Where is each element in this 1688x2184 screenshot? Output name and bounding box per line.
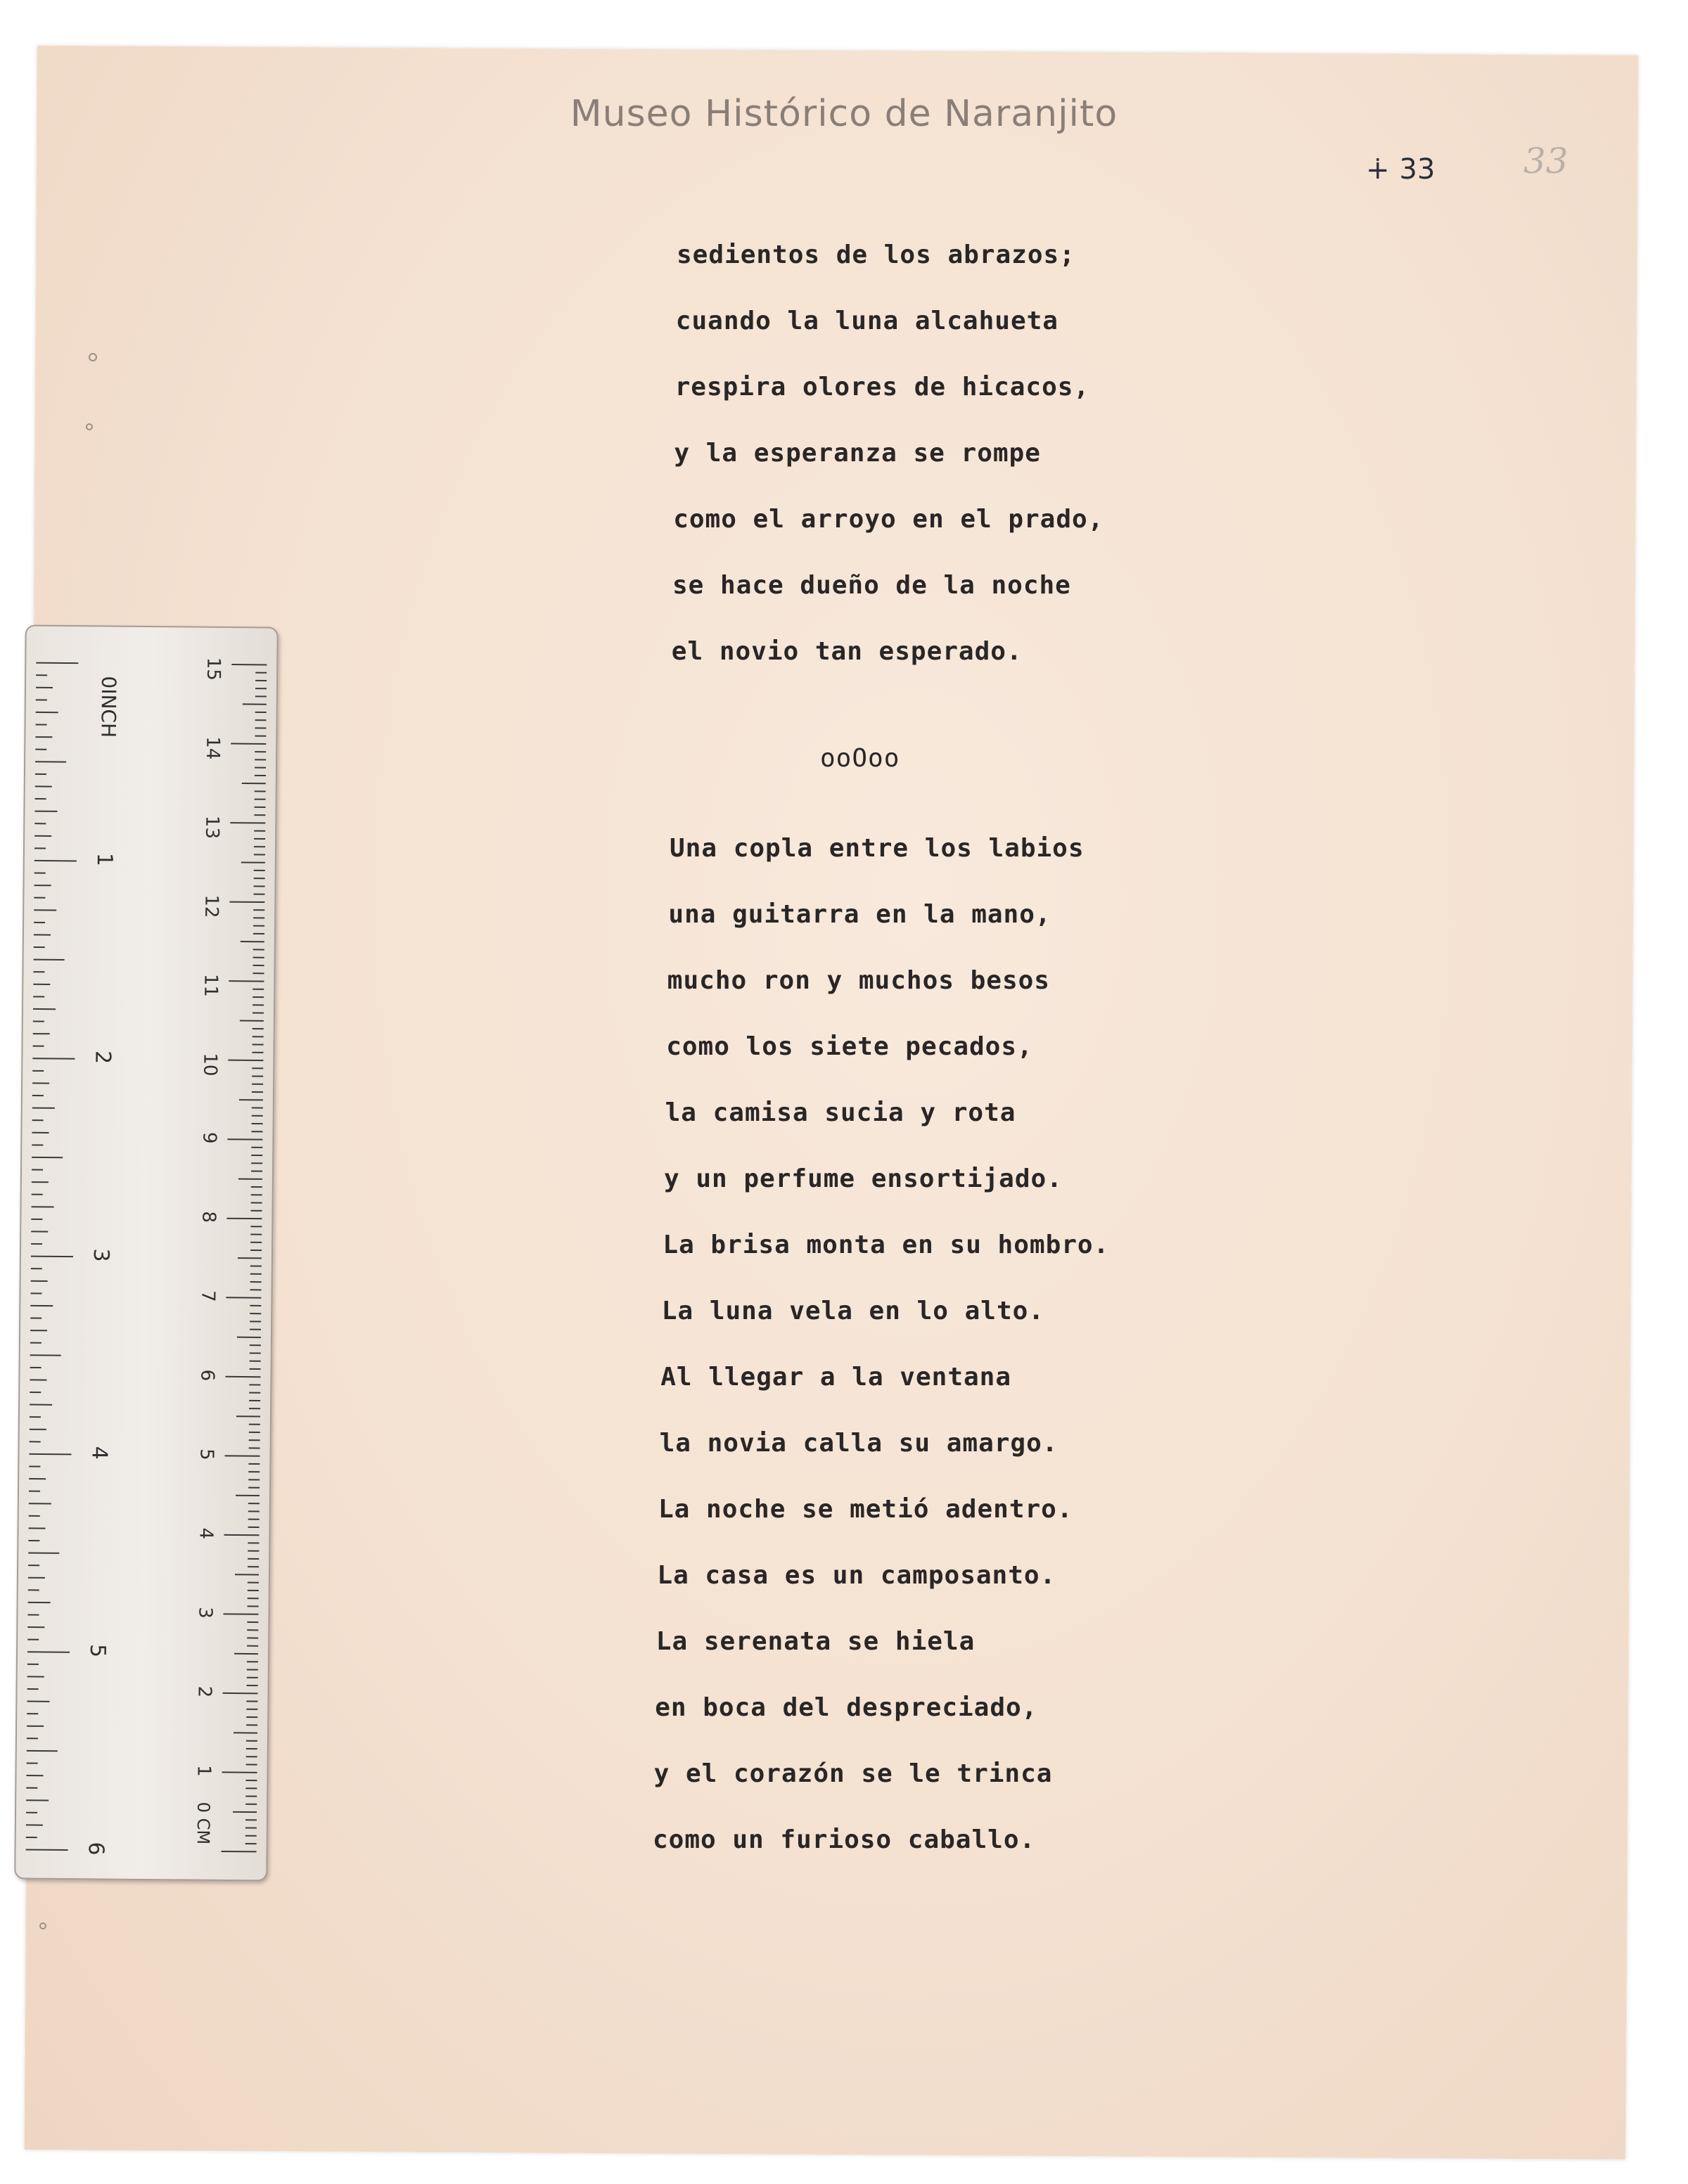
poem-line: La brisa monta en su hombro. [663, 1231, 1110, 1259]
poem-line: y un perfume ensortijado. [664, 1164, 1063, 1193]
poem-line: y el corazón se le trinca [653, 1759, 1053, 1788]
inch-tick [36, 663, 78, 664]
cm-number: 10 [199, 1053, 221, 1077]
poem-line: la camisa sucia y rota [665, 1098, 1016, 1127]
cm-number: 11 [200, 973, 222, 998]
poem-line: sedientos de los abrazos; [677, 240, 1075, 269]
cm-label: 0 CM [193, 1801, 214, 1845]
paper-speck [39, 1922, 46, 1929]
poem-line: respira olores de hicacos, [674, 373, 1090, 402]
poem-line: mucho ron y muchos besos [667, 966, 1050, 995]
cm-number: 9 [198, 1131, 220, 1144]
poem-line: una guitarra en la mano, [668, 900, 1051, 929]
poem-line: se hace dueño de la noche [672, 571, 1071, 600]
cm-number: 7 [197, 1290, 219, 1302]
poem-line: como un furioso caballo. [653, 1825, 1036, 1854]
inch-tick [32, 1058, 75, 1059]
poem-line: La noche se metió adentro. [658, 1495, 1073, 1524]
poem-line: Al llegar a la ventana [660, 1363, 1012, 1392]
poem-line: cuando la luna alcahueta [675, 307, 1059, 335]
poem-line: La casa es un camposanto. [657, 1561, 1056, 1590]
poem-line: como los siete pecados, [666, 1032, 1033, 1061]
cm-number: 1 [193, 1765, 215, 1777]
poem-line: la novia calla su amargo. [659, 1429, 1059, 1458]
cm-number: 2 [193, 1685, 215, 1698]
cm-number: 15 [203, 657, 224, 681]
cm-number: 4 [195, 1527, 217, 1540]
cm-number: 12 [200, 894, 222, 918]
paper-speck [86, 423, 93, 430]
inch-number: 5 [84, 1643, 110, 1658]
cm-number: 14 [202, 736, 224, 760]
stanza-divider: ooOoo [820, 744, 900, 773]
poem-line: La luna vela en lo alto. [661, 1297, 1044, 1325]
inch-number: 2 [90, 1050, 115, 1065]
poem-line: La serenata se hiela [656, 1627, 976, 1656]
ruler [14, 624, 279, 1881]
inch-tick [26, 1850, 68, 1851]
cm-number: 3 [194, 1607, 216, 1619]
cm-number: 8 [198, 1211, 219, 1223]
poem-line: como el arroyo en el prado, [673, 505, 1104, 534]
museum-watermark: Museo Histórico de Naranjito [570, 93, 1118, 135]
poem-line: y la esperanza se rompe [674, 439, 1041, 468]
cm-number: 5 [196, 1448, 217, 1460]
poem-line: Una copla entre los labios [670, 834, 1085, 863]
typed-page-number: ∔ 33 [1366, 153, 1436, 186]
inch-tick [29, 1454, 71, 1455]
cm-number: 6 [196, 1369, 218, 1382]
inch-number: 1 [91, 852, 117, 867]
paper-speck [89, 353, 97, 361]
inch-number: 6 [83, 1842, 108, 1856]
cm-number: 13 [201, 815, 223, 840]
ruler-scale [15, 626, 277, 1880]
pencil-page-number: 33 [1523, 141, 1568, 181]
inch-number: 3 [88, 1248, 114, 1262]
poem-line: en boca del despreciado, [655, 1693, 1038, 1722]
inch-label: 0INCH [96, 676, 121, 738]
inch-number: 4 [87, 1446, 112, 1460]
poem-line: el novio tan esperado. [671, 637, 1023, 666]
